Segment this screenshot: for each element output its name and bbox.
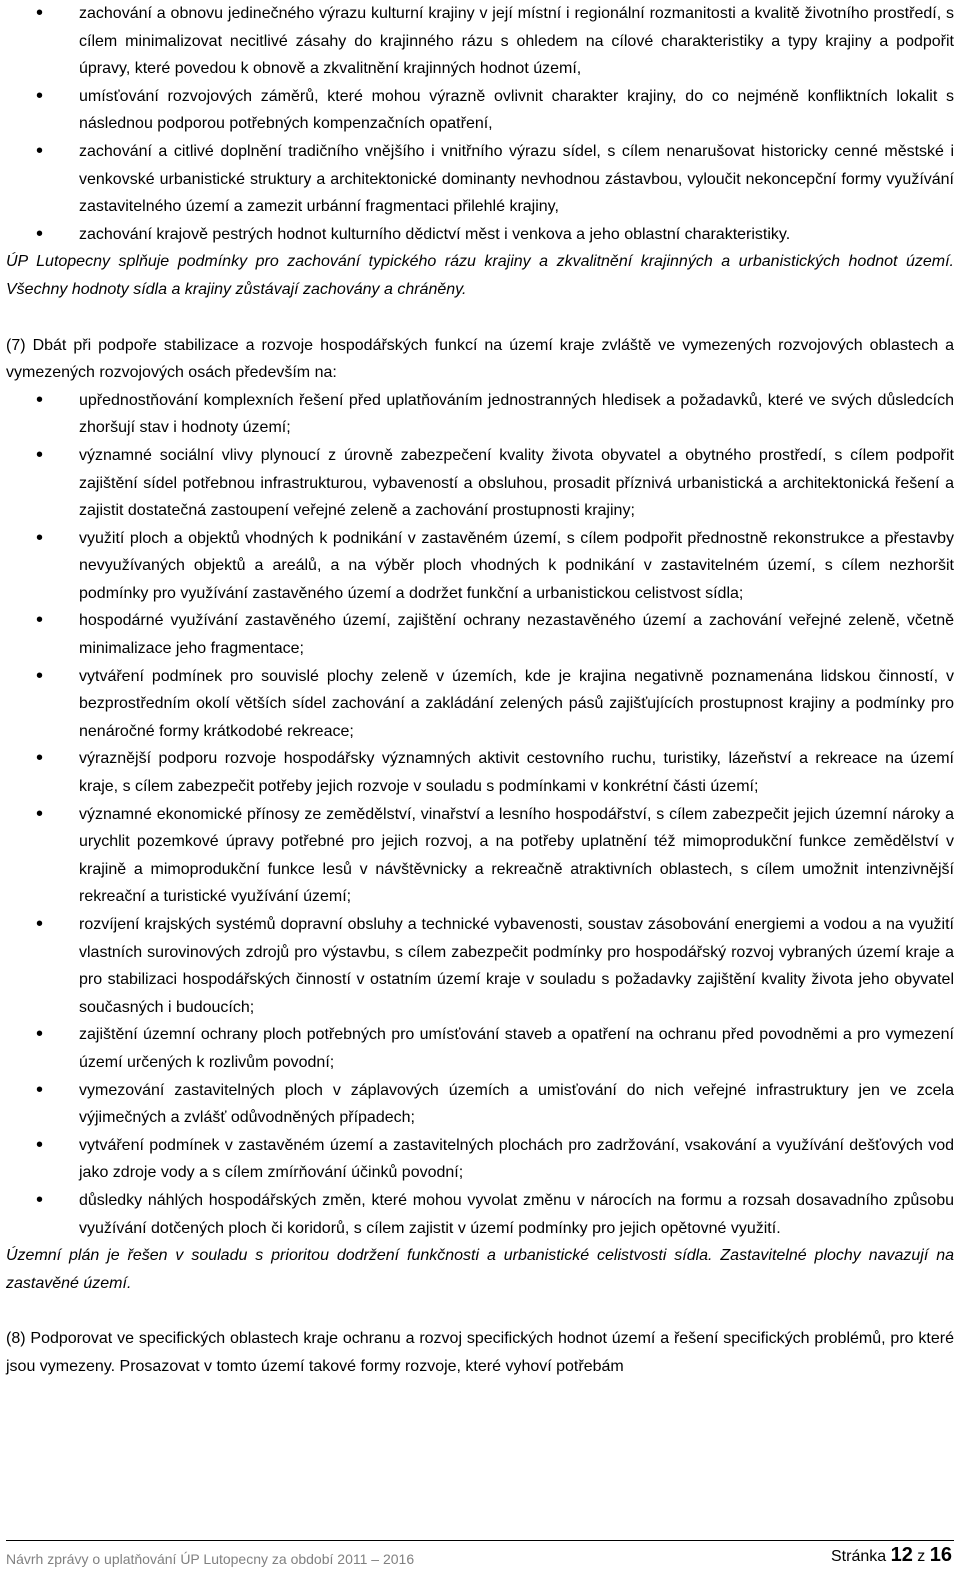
list-item: • zachování a citlivé doplnění tradičního vnějšího i vnitřního výrazu sídel, s cílem nenarušovat historicky cenné městské i venkovské urbanistické struktury a architektonické dominanty nevhodnou zástavbou, vyloučit nekoncepční formy využívání zastavitelného území a zamezit urbánní fragmentaci přilehlé krajiny, — [6, 138, 954, 221]
list-item: • upřednostňování komplexních řešení před uplatňováním jednostranných hledisek a požadavků, které ve svých důsledcích zhoršují stav i hodnoty území; — [6, 387, 954, 442]
list-item: • zachování krajově pestrých hodnot kulturního dědictví měst i venkova a jeho oblastní charakteristiky. — [6, 221, 954, 249]
page-footer — [6, 1540, 954, 1567]
document-body — [6, 0, 954, 1381]
list-item: • důsledky náhlých hospodářských změn, které mohou vyvolat změnu v nárocích na formu a rozsah dosavadního způsobu využívání dotčených ploch či koridorů, s cílem zajistit v území podmínky pro jejich opětovné využití. — [6, 1187, 954, 1242]
list-item: • rozvíjení krajských systémů dopravní obsluhy a technické vybavenosti, soustav zásobování energiemi a vodou a na využití vlastních surovinových zdrojů pro výstavbu, s cílem zabezpečit podmínky pro hospodářský rozvoj vybraných území kraje a pro stabilizaci hospodářských činností v ostatním území kraje v souladu s požadavky zajištění kvality života jeho obyvatel současných i budoucích; — [6, 911, 954, 1021]
page-separator: z — [917, 1548, 926, 1565]
list-item: • výraznější podporu rozvoje hospodářsky významných aktivit cestovního ruchu, turistiky, lázeňství a rekreace na území kraje, s cílem zabezpečit potřeby jejich rozvoje v souladu s podmínkami v konkrétní části území; — [6, 745, 954, 800]
page-number — [831, 1545, 952, 1567]
list-item: • významné sociální vlivy plynoucí z úrovně zabezpečení kvality života obyvatel a obytného prostředí, s cílem podpořit zajištění sídel potřebnou infrastrukturou, vybaveností a obsluhou, prosadit příznivá urbanistická a architektonická řešení a zajistit dostatečná zastoupení veřejné zeleně a zachování prostupnosti krajiny; — [6, 442, 954, 525]
list-item: • zachování a obnovu jedinečného výrazu kulturní krajiny v její místní i regionální rozmanitosti a kvalitě životního prostředí, s cílem minimalizovat necitlivé zásahy do krajinného rázu s ohledem na cílové charakteristiky a typy krajiny a podpořit úpravy, které povedou k obnově a zkvalitnění krajinných hodnot území, — [6, 0, 954, 83]
section7-intro: (7) Dbát při podpoře stabilizace a rozvoje hospodářských funkcí na území kraje zvláště ve vymezených rozvojových oblastech a vymezených rozvojových osách především na: — [6, 336, 954, 382]
list-item: • umísťování rozvojových záměrů, které mohou výrazně ovlivnit charakter krajiny, do co nejméně konfliktních lokalit s následnou podporou potřebných kompenzačních opatření, — [6, 83, 954, 138]
spacer — [6, 304, 954, 332]
list-item: • hospodárné využívání zastavěného území, zajištění ochrany nezastavěného území a zachování veřejné zeleně, včetně minimalizace jeho fragmentace; — [6, 607, 954, 662]
list-item: • vymezování zastavitelných ploch v záplavových územích a umisťování do nich veřejné infrastruktury jen ve zcela výjimečných a zvlášť odůvodněných případech; — [6, 1077, 954, 1132]
section6-bullet-list — [6, 0, 954, 248]
list-item: • zajištění územní ochrany ploch potřebných pro umísťování staveb a opatření na ochranu před povodněmi a pro vymezení území určených k rozlivům povodní; — [6, 1021, 954, 1076]
spacer — [6, 1297, 954, 1325]
footer-document-title: Návrh zprávy o uplatňování ÚP Lutopecny za období 2011 – 2016 — [6, 1551, 415, 1567]
section7-comment: Územní plán je řešen v souladu s prioritou dodržení funkčnosti a urbanistické celistvosti sídla. Zastavitelné plochy navazují na zastavěné území. — [6, 1247, 954, 1292]
list-item: • využití ploch a objektů vhodných k podnikání v zastavěném území, s cílem podpořit přednostně rekonstrukce a přestavby nevyužívaných objektů a areálů, a na výběr ploch vhodných k podnikání v zastavitelném území, s cílem nezhoršit podmínky pro využívání zastavěného území a dodržet funkční a urbanistickou celistvost sídla; — [6, 525, 954, 608]
page-prefix: Stránka — [831, 1548, 887, 1565]
page-current: 12 — [890, 1544, 913, 1566]
page-total: 16 — [929, 1544, 952, 1566]
list-item: • vytváření podmínek pro souvislé plochy zeleně v územích, kde je krajina negativně poznamenána lidskou činností, v bezprostředním okolí větších sídel zachování a zakládání zelených pásů zajišťujících prostupnost krajiny a podmínky pro nenáročné formy krátkodobé rekreace; — [6, 663, 954, 746]
list-item: • vytváření podmínek v zastavěném území a zastavitelných plochách pro zadržování, vsakování a využívání dešťových vod jako zdroje vody a s cílem zmírňování účinků povodní; — [6, 1132, 954, 1187]
section7-bullet-list — [6, 387, 954, 1242]
section8-intro: (8) Podporovat ve specifických oblastech kraje ochranu a rozvoj specifických hodnot území a řešení specifických problémů, pro které jsou vymezeny. Prosazovat v tomto území takové formy rozvoje, které vyhoví potřebám — [6, 1330, 954, 1375]
list-item: • významné ekonomické přínosy ze zemědělství, vinařství a lesního hospodářství, s cílem zabezpečit jejich územní nároky a urychlit pozemkové úpravy potřebné pro jejich rozvoj, a na potřeby uplatnění též mimoprodukční funkce zemědělství v krajině a mimoprodukční funkce lesů v návštěvnicky a rekreačně atraktivních oblastech, s cílem umožnit intenzivnější rekreační a turistické využívání území; — [6, 801, 954, 911]
section6-comment: ÚP Lutopecny splňuje podmínky pro zachování typického rázu krajiny a zkvalitnění krajinných a urbanistických hodnot území. Všechny hodnoty sídla a krajiny zůstávají zachovány a chráněny. — [6, 253, 954, 298]
